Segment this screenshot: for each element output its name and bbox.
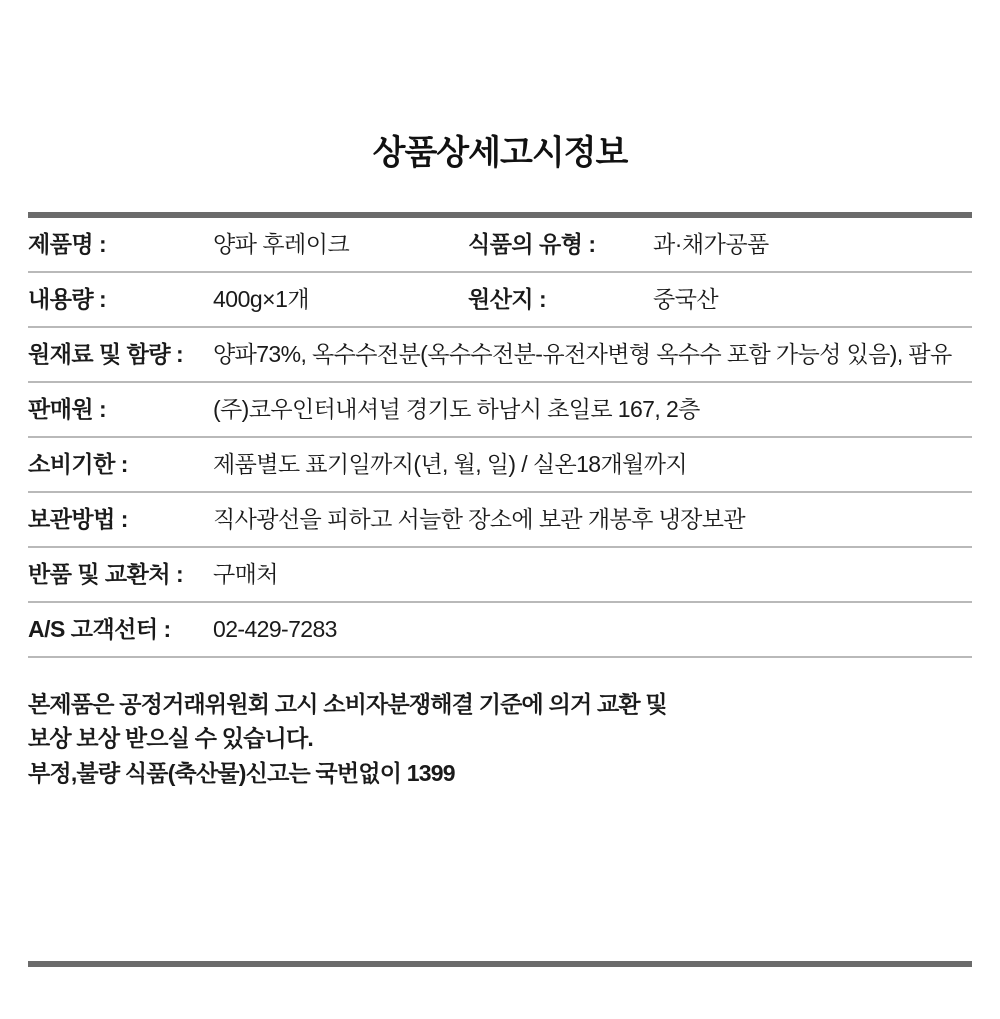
row-value-customer-service: 02-429-7283 xyxy=(213,602,972,657)
row-label-expiry: 소비기한 : xyxy=(28,437,213,492)
row-value-storage: 직사광선을 피하고 서늘한 장소에 보관 개봉후 냉장보관 xyxy=(213,492,972,547)
table-row xyxy=(28,437,972,492)
row-value-origin: 중국산 xyxy=(653,272,972,327)
row-label-volume: 내용량 : xyxy=(28,272,213,327)
row-label-ingredients: 원재료 및 함량 : xyxy=(28,327,213,382)
row-value-volume: 400g×1개 xyxy=(213,272,468,327)
row-label-storage: 보관방법 : xyxy=(28,492,213,547)
row-label-food-type: 식품의 유형 : xyxy=(468,218,653,272)
legal-notice xyxy=(28,688,972,790)
table-row xyxy=(28,602,972,657)
row-label-return-exchange: 반품 및 교환처 : xyxy=(28,547,213,602)
row-value-product-name: 양파 후레이크 xyxy=(213,218,468,272)
table-row xyxy=(28,547,972,602)
table-row xyxy=(28,272,972,327)
row-value-food-type: 과·채가공품 xyxy=(653,218,972,272)
row-value-return-exchange: 구매처 xyxy=(213,547,972,602)
row-value-seller: (주)코우인터내셔널 경기도 하남시 초일로 167, 2층 xyxy=(213,382,972,437)
table-row xyxy=(28,382,972,437)
row-label-product-name: 제품명 : xyxy=(28,218,213,272)
legal-notice-line-3: 부정,불량 식품(축산물)신고는 국번없이 1399 xyxy=(28,760,455,787)
table-row xyxy=(28,492,972,547)
row-label-origin: 원산지 : xyxy=(468,272,653,327)
product-spec-table xyxy=(28,218,972,658)
row-label-seller: 판매원 : xyxy=(28,382,213,437)
legal-notice-line-1: 본제품은 공정거래위원회 고시 소비자분쟁해결 기준에 의거 교환 및 xyxy=(28,691,667,718)
table-row xyxy=(28,327,972,382)
bottom-divider xyxy=(28,961,972,967)
row-label-customer-service: A/S 고객선터 : xyxy=(28,602,213,657)
legal-notice-line-2: 보상 보상 받으실 수 있습니다. xyxy=(28,724,313,751)
row-value-expiry: 제품별도 표기일까지(년, 월, 일) / 실온18개월까지 xyxy=(213,437,972,492)
table-row xyxy=(28,218,972,272)
row-value-ingredients: 양파73%, 옥수수전분(옥수수전분-유전자변형 옥수수 포함 가능성 있음), 팜유 xyxy=(213,327,972,382)
page-title: 상품상세고시정보 xyxy=(372,134,628,172)
